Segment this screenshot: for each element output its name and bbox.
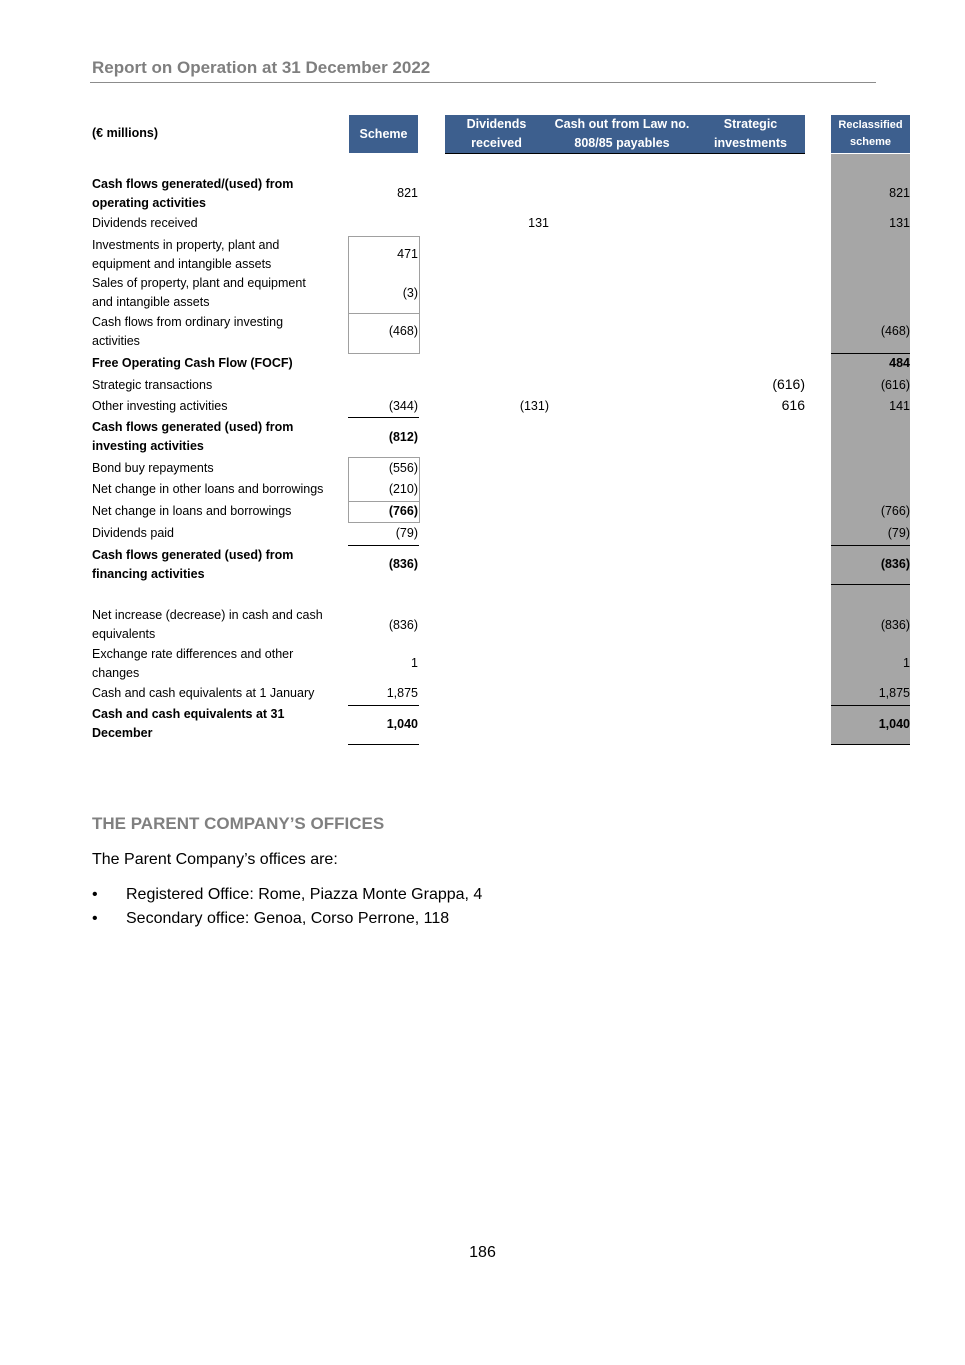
row-financing-total-label: Cash flows generated (used) from financing activities [92, 548, 294, 581]
row-operating-cash-flow-label: Cash flows generated/(used) from operating activities [92, 177, 294, 210]
row-cash-31-december-recl: 1,040 [878, 717, 910, 731]
col-header-law [548, 115, 696, 153]
header-rule [90, 82, 876, 83]
row-dividends-paid-recl: (79) [887, 526, 910, 540]
col-header-strategic-line2: investments [714, 136, 787, 150]
col-header-strategic [696, 115, 805, 153]
office-secondary: Secondary office: Genoa, Corso Perrone, 118 [126, 910, 450, 927]
row-cash-31-december-label: Cash and cash equivalents at 31 December [92, 707, 285, 740]
row-investments-ppe-scheme: 471 [397, 247, 418, 261]
row-dividends-received-div: 131 [528, 216, 549, 230]
row-bond-buy-scheme: (556) [388, 461, 418, 475]
rule-cash-total [348, 705, 419, 706]
row-operating-recl: 821 [889, 186, 910, 200]
row-cash-31-december-scheme: 1,040 [386, 717, 418, 731]
row-net-change-loans-recl: (766) [880, 504, 910, 518]
row-strategic-transactions-strat: (616) [772, 376, 805, 392]
col-header-scheme-text: Scheme [359, 126, 408, 141]
col-header-reclassified-line2: scheme [850, 136, 891, 148]
row-dividends-received-label: Dividends received [92, 216, 198, 230]
rule-recl-cash [831, 705, 910, 706]
col-header-law-line2: 808/85 payables [574, 136, 670, 150]
bullet-icon: • [92, 910, 98, 927]
row-focf-label: Free Operating Cash Flow (FOCF) [92, 356, 293, 370]
row-net-increase-label: Net increase (decrease) in cash and cash equivalents [92, 608, 323, 641]
row-focf-recl: 484 [889, 356, 910, 370]
row-bond-buy-label: Bond buy repayments [92, 461, 214, 475]
row-dividends-received-recl: 131 [889, 216, 910, 230]
page-header-title: Report on Operation at 31 December 2022 [92, 58, 431, 77]
row-other-investing-label: Other investing activities [92, 399, 228, 413]
row-exchange-rate-recl: 1 [903, 656, 910, 670]
row-sales-ppe-label: Sales of property, plant and equipment and intangible assets [92, 276, 306, 309]
rule-financing-total [348, 545, 419, 546]
rule-recl-financing-bottom [831, 584, 910, 585]
offices-intro: The Parent Company’s offices are: [92, 851, 338, 868]
row-net-increase-scheme: (836) [388, 618, 418, 632]
row-ordinary-investing-recl: (468) [880, 324, 910, 338]
row-net-increase-recl: (836) [880, 618, 910, 632]
col-header-reclassified-line1: Reclassified [838, 119, 903, 131]
office-registered: Registered Office: Rome, Piazza Monte Grappa, 4 [126, 886, 483, 903]
investing-group-divider [348, 313, 419, 314]
rule-recl-cash-bottom [831, 744, 910, 745]
row-financing-total-recl: (836) [880, 557, 910, 571]
row-strategic-transactions-label: Strategic transactions [92, 378, 213, 392]
row-operating-scheme: 821 [397, 186, 418, 200]
row-cash-1-january-recl: 1,875 [878, 686, 910, 700]
col-header-dividends [445, 115, 548, 153]
row-strategic-transactions-recl: (616) [880, 378, 910, 392]
row-net-change-loans-label: Net change in loans and borrowings [92, 504, 292, 518]
col-header-scheme [349, 115, 418, 153]
row-dividends-paid-scheme: (79) [395, 526, 418, 540]
row-cash-1-january-scheme: 1,875 [386, 686, 418, 700]
row-other-investing-div: (131) [519, 399, 549, 413]
col-header-strategic-line1: Strategic [723, 117, 778, 131]
row-financing-total-scheme: (836) [388, 557, 418, 571]
rule-cash-total-bottom [348, 744, 419, 745]
row-other-loans-label: Net change in other loans and borrowings [92, 482, 324, 496]
rule-investing-total [348, 417, 419, 418]
col-header-adjustments [445, 115, 805, 153]
bullet-icon: • [92, 886, 98, 903]
row-other-loans-scheme: (210) [388, 482, 418, 496]
row-other-investing-recl: 141 [889, 399, 910, 413]
row-other-investing-scheme: (344) [388, 399, 418, 413]
row-investing-total-scheme: (812) [388, 430, 418, 444]
row-cash-1-january-label: Cash and cash equivalents at 1 January [92, 686, 315, 700]
col-header-reclassified [831, 115, 910, 153]
row-ordinary-investing-label: Cash flows from ordinary investing activities [92, 315, 284, 348]
row-investments-ppe-label: Investments in property, plant and equipment and intangible assets [92, 238, 280, 271]
page-number: 186 [469, 1244, 496, 1261]
col-header-law-line1: Cash out from Law no. [554, 117, 690, 131]
units-label: (€ millions) [92, 126, 158, 140]
row-other-investing-strat: 616 [781, 397, 805, 413]
row-exchange-rate-scheme: 1 [411, 656, 418, 670]
row-ordinary-investing-scheme: (468) [388, 324, 418, 338]
adjustments-header-underline [445, 153, 805, 154]
offices-section-title: THE PARENT COMPANY’S OFFICES [92, 814, 385, 833]
row-dividends-paid-label: Dividends paid [92, 526, 174, 540]
row-investing-total-label: Cash flows generated (used) from investing activities [92, 420, 294, 453]
row-net-change-loans-scheme: (766) [388, 504, 418, 518]
row-sales-ppe-scheme: (3) [402, 286, 418, 300]
rule-recl-financing [831, 545, 910, 546]
col-header-dividends-line1: Dividends [466, 117, 527, 131]
row-exchange-rate-label: Exchange rate differences and other changes [92, 647, 294, 680]
col-header-dividends-line2: received [471, 136, 522, 150]
